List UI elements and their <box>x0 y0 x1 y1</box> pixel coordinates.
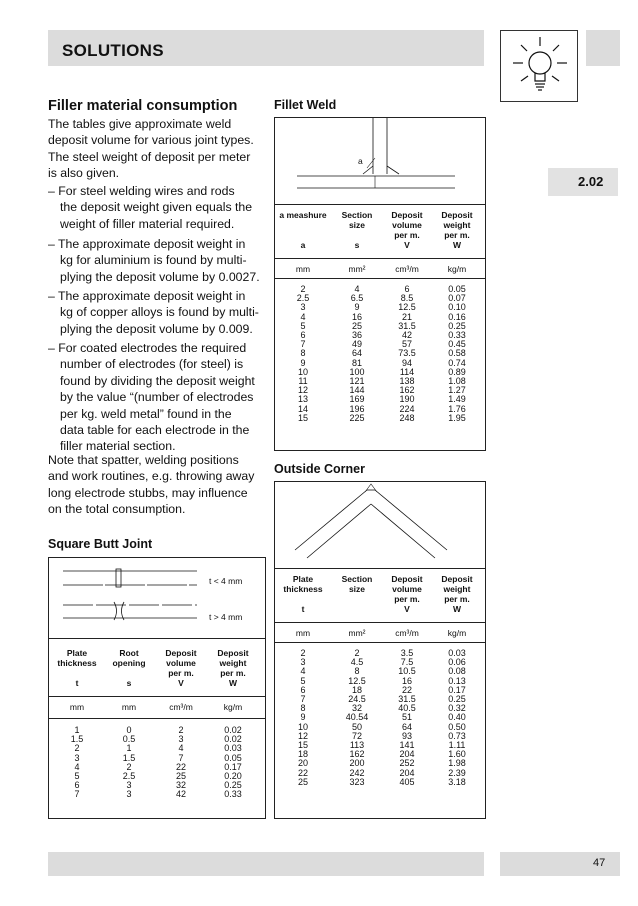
fillet-title: Fillet Weld <box>274 98 337 112</box>
table-cell: 0.33 <box>224 789 242 800</box>
table-cell: 0.17 <box>224 761 242 772</box>
table-cell: 3 <box>126 789 132 800</box>
table-cell: 2 <box>354 648 360 658</box>
square-butt-title: Square Butt Joint <box>48 537 153 551</box>
table-cell: 1 <box>126 743 132 754</box>
data-column <box>275 285 331 423</box>
table-cell: 0.25 <box>448 694 466 705</box>
table-cell: 0.03 <box>224 743 242 754</box>
table-cell: 4 <box>354 284 360 294</box>
table-cell: 4 <box>300 666 306 677</box>
table-cell: 0.33 <box>448 330 466 341</box>
table-cell: 169 <box>349 394 365 405</box>
data-column <box>383 649 431 787</box>
table-cell: 6.5 <box>350 293 364 304</box>
table-cell: 7 <box>300 339 306 350</box>
table-cell: 204 <box>399 767 415 778</box>
table-cell: 144 <box>349 385 365 396</box>
table-cell: 0.74 <box>448 357 466 368</box>
row-divider <box>275 258 485 259</box>
table-cell: 162 <box>349 749 365 760</box>
page-number: 47 <box>593 857 606 869</box>
unit-cell: mm <box>295 628 311 638</box>
filler-intro: The tables give approximate weld deposit volume for various joint types. The steel weight of deposit per meter is also given. <box>48 117 254 181</box>
data-column <box>383 285 431 423</box>
table-cell: 2 <box>74 743 80 754</box>
table-cell: 3 <box>300 302 306 313</box>
table-cell: 25 <box>297 776 308 787</box>
table-cell: 0.05 <box>448 284 466 294</box>
table-cell: 4 <box>300 311 306 322</box>
table-cell: 12 <box>297 385 308 396</box>
table-cell: 0.02 <box>224 734 242 745</box>
table-cell: 6 <box>300 330 306 341</box>
unit-cell: cm³/m <box>169 702 193 712</box>
outside-corner-table <box>274 481 486 819</box>
table-cell: 1 <box>74 725 80 735</box>
table-cell: 64 <box>401 721 412 732</box>
table-cell: 42 <box>401 330 412 341</box>
table-cell: 162 <box>399 385 415 396</box>
table-cell: 2.39 <box>448 767 466 778</box>
table-cell: 0.58 <box>448 348 466 359</box>
table-cell: 405 <box>399 776 415 787</box>
col-header: Root opening s <box>112 648 146 688</box>
table-cell: 113 <box>349 740 365 751</box>
table-cell: 10 <box>297 366 308 377</box>
table-cell: 4 <box>178 743 184 754</box>
table-cell: 57 <box>401 339 412 350</box>
table-cell: 18 <box>297 749 308 760</box>
table-cell: 9 <box>300 357 306 368</box>
data-column <box>157 726 205 800</box>
table-cell: 242 <box>349 767 365 778</box>
table-cell: 6 <box>74 780 80 791</box>
row-divider <box>49 718 265 719</box>
table-cell: 252 <box>399 758 415 769</box>
table-cell: 204 <box>399 749 415 760</box>
col-header: Deposit weight per m. W <box>441 574 473 614</box>
row-divider <box>275 642 485 643</box>
table-cell: 224 <box>399 403 415 414</box>
table-cell: 64 <box>351 348 362 359</box>
table-cell: 1.60 <box>448 749 466 760</box>
table-cell: 12 <box>297 730 308 741</box>
unit-cell: cm³/m <box>395 264 419 274</box>
filler-note: Note that spatter, welding positions and work routines, e.g. throwing away long electrode stubbs, may influence on the total consumption. <box>48 453 255 517</box>
unit-cell: mm <box>295 264 311 274</box>
table-cell: 1.98 <box>448 758 466 769</box>
unit-cell: cm³/m <box>395 628 419 638</box>
col-header: Plate thickness t <box>57 648 97 688</box>
table-cell: 9 <box>300 712 306 723</box>
table-cell: 0.45 <box>448 339 466 350</box>
col-header: Deposit weight per m. W <box>217 648 249 688</box>
table-cell: 0.25 <box>448 320 466 331</box>
table-cell: 1.49 <box>448 394 466 405</box>
table-cell: 94 <box>401 357 412 368</box>
table-cell: 0.13 <box>448 675 466 686</box>
table-cell: 22 <box>401 684 412 695</box>
table-cell: 5 <box>74 771 80 782</box>
footer-bar <box>48 852 484 876</box>
table-cell: 21 <box>401 311 412 322</box>
table-cell: 200 <box>349 758 365 769</box>
table-cell: 323 <box>349 776 365 787</box>
row-divider <box>275 622 485 623</box>
header-bar-right <box>586 30 620 66</box>
col-header: Deposit volume per m. V <box>165 648 197 688</box>
table-cell: 1.11 <box>448 740 466 751</box>
table-cell: 4.5 <box>350 657 364 668</box>
data-column <box>279 649 327 787</box>
table-cell: 0.5 <box>122 734 136 745</box>
table-cell: 5 <box>300 675 306 686</box>
bullet-aluminium: – The approximate deposit weight in kg for aluminium is found by multi- plying the deposit volume by 0.0027. <box>48 237 260 284</box>
table-cell: 2 <box>178 725 184 735</box>
lightbulb-icon <box>500 30 578 102</box>
table-cell: 4 <box>74 761 80 772</box>
col-header: Deposit volume per m. V <box>391 574 423 614</box>
table-cell: 16 <box>401 675 412 686</box>
row-divider <box>275 204 485 205</box>
table-cell: 3.5 <box>400 648 414 658</box>
col-header: Deposit weight per m. W <box>441 210 473 250</box>
table-cell: 0.16 <box>448 311 466 322</box>
table-cell: 1.76 <box>448 403 466 414</box>
table-cell: 72 <box>351 730 362 741</box>
table-cell: 7 <box>300 694 306 705</box>
table-cell: 114 <box>399 366 415 377</box>
table-cell: 7.5 <box>400 657 414 668</box>
row-divider <box>275 568 485 569</box>
table-cell: 1.27 <box>448 385 466 396</box>
table-cell: 1.95 <box>448 412 466 423</box>
table-cell: 7 <box>74 789 80 800</box>
table-cell: 0.05 <box>224 752 242 763</box>
table-cell: 6 <box>300 684 306 695</box>
table-cell: 49 <box>351 339 362 350</box>
table-cell: 0.06 <box>448 657 466 668</box>
unit-cell: mm² <box>348 628 366 638</box>
unit-cell: kg/m <box>447 628 467 638</box>
data-column <box>433 285 481 423</box>
table-cell: 3 <box>178 734 184 745</box>
table-cell: 50 <box>351 721 362 732</box>
table-cell: 141 <box>399 740 415 751</box>
table-cell: 22 <box>297 767 308 778</box>
table-cell: 2.5 <box>122 771 136 782</box>
table-cell: 0.89 <box>448 366 466 377</box>
table-cell: 0.40 <box>448 712 466 723</box>
table-cell: 12.5 <box>348 675 366 686</box>
table-cell: 5 <box>300 320 306 331</box>
table-cell: 36 <box>351 330 362 341</box>
table-cell: 6 <box>404 284 410 294</box>
table-cell: 31.5 <box>398 694 416 705</box>
col-header: Section size s <box>341 210 373 250</box>
table-cell: 15 <box>297 740 308 751</box>
table-cell: 14 <box>297 403 308 414</box>
table-cell: 7 <box>178 752 184 763</box>
table-cell: 0.02 <box>224 725 242 735</box>
data-column <box>333 285 381 423</box>
unit-cell: kg/m <box>447 264 467 274</box>
table-cell: 40.54 <box>345 712 369 723</box>
table-cell: 2.5 <box>296 293 310 304</box>
table-cell: 42 <box>175 789 186 800</box>
table-cell: 1.08 <box>448 376 466 387</box>
col-header: a meashure a <box>279 210 327 250</box>
table-cell: 93 <box>401 730 412 741</box>
col-header: Deposit volume per m. V <box>391 210 423 250</box>
table-cell: 40.5 <box>398 703 416 714</box>
filler-heading: Filler material consumption <box>48 98 238 114</box>
table-cell: 248 <box>399 412 415 423</box>
bullet-steel: – For steel welding wires and rods the deposit weight given equals the weight of filler material required. <box>48 184 253 231</box>
table-cell: 10 <box>297 721 308 732</box>
unit-cell: kg/m <box>223 702 243 712</box>
table-cell: 190 <box>399 394 415 405</box>
table-cell: 1.5 <box>70 734 84 745</box>
table-cell: 0.10 <box>448 302 466 313</box>
outside-corner-title: Outside Corner <box>274 462 365 476</box>
table-cell: 3 <box>126 780 132 791</box>
unit-cell: mm <box>121 702 137 712</box>
data-column <box>433 649 481 787</box>
table-cell: 3.18 <box>448 776 466 787</box>
data-column <box>105 726 153 800</box>
row-divider <box>275 278 485 279</box>
table-cell: 8 <box>354 666 360 677</box>
page-title: SOLUTIONS <box>62 41 164 60</box>
data-column <box>333 649 381 787</box>
table-cell: 2 <box>126 761 132 772</box>
table-cell: 0 <box>126 725 132 735</box>
table-cell: 25 <box>351 320 362 331</box>
table-cell: 31.5 <box>398 320 416 331</box>
table-cell: 73.5 <box>398 348 416 359</box>
table-cell: 2 <box>300 648 306 658</box>
label-t-large: t > 4 mm <box>209 612 243 622</box>
table-cell: 3 <box>300 657 306 668</box>
square-butt-table <box>48 557 266 819</box>
col-header: Section size <box>341 574 373 594</box>
section-tab <box>548 168 618 196</box>
table-cell: 0.07 <box>448 293 466 304</box>
table-cell: 81 <box>351 357 362 368</box>
table-cell: 0.50 <box>448 721 466 732</box>
row-divider <box>49 696 265 697</box>
row-divider <box>49 638 265 639</box>
label-a: a <box>358 156 363 166</box>
table-cell: 121 <box>349 376 365 387</box>
data-column <box>53 726 101 800</box>
table-cell: 0.03 <box>448 648 466 658</box>
unit-cell: mm <box>69 702 85 712</box>
table-cell: 0.08 <box>448 666 466 677</box>
table-cell: 196 <box>349 403 365 414</box>
table-cell: 20 <box>297 758 308 769</box>
data-column <box>209 726 257 800</box>
table-cell: 24.5 <box>348 694 366 705</box>
table-cell: 2 <box>300 284 306 294</box>
table-cell: 15 <box>297 412 308 423</box>
table-cell: 9 <box>354 302 360 313</box>
table-cell: 138 <box>399 376 415 387</box>
table-cell: 8 <box>300 703 306 714</box>
table-cell: 12.5 <box>398 302 416 313</box>
fillet-table <box>274 117 486 451</box>
outside-corner-diagram <box>275 482 485 568</box>
square-butt-diagram <box>49 558 267 638</box>
table-cell: 8 <box>300 348 306 359</box>
table-cell: 25 <box>175 771 186 782</box>
bullet-electrodes: – For coated electrodes the required number of electrodes (for steel) is found by dividing the deposit weight by the value “(number of electrodes per kg. weld metal” found in the data table for each electrode in the filler material section. <box>48 341 255 454</box>
table-cell: 100 <box>349 366 365 377</box>
label-t-small: t < 4 mm <box>209 576 243 586</box>
table-cell: 0.25 <box>224 780 242 791</box>
table-cell: 0.17 <box>448 684 466 695</box>
table-cell: 32 <box>351 703 362 714</box>
table-cell: 0.20 <box>224 771 242 782</box>
table-cell: 16 <box>351 311 362 322</box>
table-cell: 13 <box>297 394 308 405</box>
table-cell: 225 <box>349 412 365 423</box>
unit-cell: mm² <box>348 264 366 274</box>
table-cell: 1.5 <box>122 752 136 763</box>
table-cell: 22 <box>175 761 186 772</box>
fillet-diagram <box>275 118 485 202</box>
table-cell: 32 <box>175 780 186 791</box>
col-header: Plate thickness t <box>283 574 323 614</box>
table-cell: 0.32 <box>448 703 466 714</box>
bullet-copper: – The approximate deposit weight in kg of copper alloys is found by multi- plying the deposit volume by 0.009. <box>48 289 259 336</box>
table-cell: 8.5 <box>400 293 414 304</box>
table-cell: 51 <box>401 712 412 723</box>
table-cell: 10.5 <box>398 666 416 677</box>
table-cell: 11 <box>298 376 308 387</box>
section-number: 2.02 <box>578 174 604 189</box>
table-cell: 18 <box>351 684 362 695</box>
table-cell: 3 <box>74 752 80 763</box>
table-cell: 0.73 <box>448 730 466 741</box>
